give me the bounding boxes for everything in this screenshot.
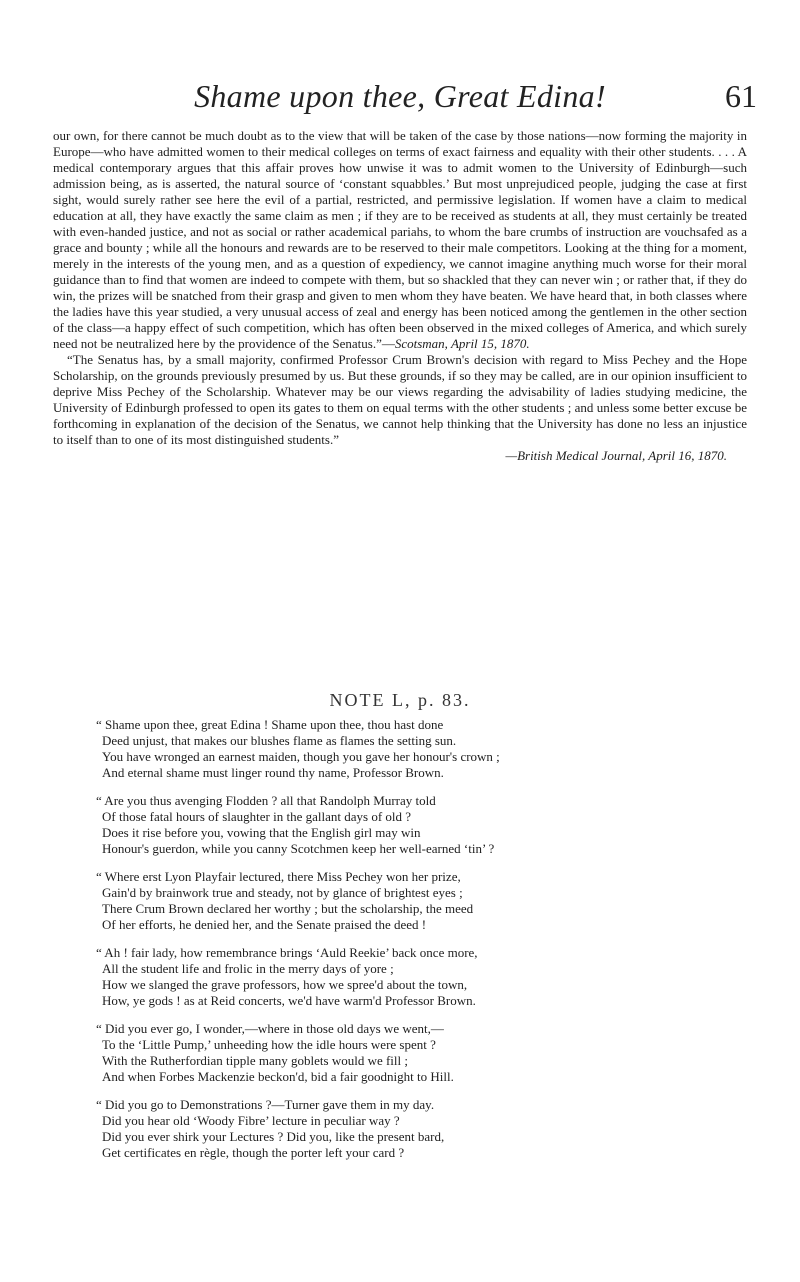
citation-bmj: —British Medical Journal, April 16, 1870. (505, 448, 727, 463)
poem-line: Of those fatal hours of slaughter in the gallant days of old ? (102, 809, 412, 824)
poem-line: “ Where erst Lyon Playfair lectured, there Miss Pechey won her prize, (96, 869, 461, 884)
poem-line: Honour's guerdon, while you canny Scotchmen keep her well-earned ‘tin’ ? (102, 841, 495, 856)
poem-line: There Crum Brown declared her worthy ; but the scholarship, the meed (102, 901, 474, 916)
poem-line: “ Did you go to Demonstrations ?—Turner gave them in my day. (96, 1097, 435, 1112)
page-number: 61 (725, 78, 757, 114)
poem-line: “ Did you ever go, I wonder,—where in those old days we went,— (96, 1021, 444, 1036)
poem-line: Get certificates en règle, though the porter left your card ? (102, 1145, 405, 1160)
prose-body (53, 128, 747, 464)
running-head-title: Shame upon thee, Great Edina! (194, 78, 606, 114)
poem-stanza (96, 869, 752, 933)
poem-line: You have wronged an earnest maiden, though you gave her honour's crown ; (102, 749, 500, 764)
citation-scotsman: Scotsman, April 15, 1870. (394, 336, 530, 351)
note-heading: NOTE L, p. 83. (329, 690, 471, 710)
quoted-paragraph-bmj: “The Senatus has, by a small majority, confirmed Professor Crum Brown's decision with regard to Miss Pechey and the Hope Scholarship, on the grounds previously presumed by us. But these grounds, if so they may be called, are in our opinion insufficient to deprive Miss Pechey of the Scholarship. Whatever may be our views regarding the advisability of ladies studying medicine, the University of Edinburgh professed to open its gates to them on equal terms with the other students ; and unless some better excuse be forthcoming in explanation of the decision of the Senatus, we cannot help thinking that the University has done no less an injustice to itself than to one of its most distinguished students.” (53, 352, 747, 447)
poem-line: Did you ever shirk your Lectures ? Did you, like the present bard, (102, 1129, 445, 1144)
poem (96, 717, 752, 1173)
poem-line: And when Forbes Mackenzie beckon'd, bid a fair goodnight to Hill. (102, 1069, 454, 1084)
poem-stanza (96, 1097, 752, 1161)
poem-stanza (96, 945, 752, 1009)
poem-line: And eternal shame must linger round thy name, Professor Brown. (102, 765, 444, 780)
poem-line: How, ye gods ! as at Reid concerts, we'd have warm'd Professor Brown. (102, 993, 476, 1008)
poem-line: Gain'd by brainwork true and steady, not by glance of brightest eyes ; (102, 885, 463, 900)
running-head (0, 78, 800, 118)
poem-line: How we slanged the grave professors, how we spree'd about the town, (102, 977, 468, 992)
poem-line: Did you hear old ‘Woody Fibre’ lecture in peculiar way ? (102, 1113, 400, 1128)
poem-stanza (96, 793, 752, 857)
poem-line: “ Are you thus avenging Flodden ? all that Randolph Murray told (96, 793, 436, 808)
poem-line: With the Rutherfordian tipple many goblets would we fill ; (102, 1053, 409, 1068)
paragraph-text: our own, for there cannot be much doubt as to the view that will be taken of the case by those nations—now forming the majority in Europe—who have admitted women to their medical colleges on terms of exact fairness and equality with their other students. . . . A medical contemporary argues that this affair proves how unwise it was to admit women to the University of Edinburgh—such admission being, as is asserted, the natural source of ‘constant squabbles.’ But most unprejudiced people, judging the case at first sight, would surely rather see here the evil of a partial, restricted, and permissive legislation. If women have a claim to medical education at all, they have exactly the same claim as men ; if they are to be received as students at all, they must certainly be treated with even-handed justice, and not as social or rather academical pariahs, to whom the bare crumbs of instruction are vouchsafed as a grace and bounty ; while all the honours and rewards are to be reserved to their male competitors. Looking at the thing for a moment, merely in the interests of the young men, and as a question of expediency, we cannot imagine anything much worse for their moral guidance than to find that women are indeed to compete with them, but so shackled that they can never win ; or rather that, if they do win, the prizes will be snatched from their grasp and given to men whom they have beaten. We have heard that, in both classes where the ladies have this year studied, a very unusual access of zeal and energy has been noticed among the gentlemen in the other section of the class—a happy effect of such competition, which has often been observed in the mixed colleges of America, and which surely need not be neutralized here by the providence of the Senatus.”— (53, 128, 747, 351)
poem-stanza (96, 717, 752, 781)
poem-line: Of her efforts, he denied her, and the Senate praised the deed ! (102, 917, 427, 932)
poem-line: Does it rise before you, vowing that the English girl may win (102, 825, 421, 840)
poem-stanza (96, 1021, 752, 1085)
poem-line: “ Ah ! fair lady, how remembrance brings ‘Auld Reekie’ back once more, (96, 945, 478, 960)
quoted-paragraph-scotsman (53, 128, 747, 352)
poem-line: To the ‘Little Pump,’ unheeding how the idle hours were spent ? (102, 1037, 436, 1052)
poem-line: “ Shame upon thee, great Edina ! Shame upon thee, thou hast done (96, 717, 444, 732)
poem-line: All the student life and frolic in the merry days of yore ; (102, 961, 394, 976)
poem-line: Deed unjust, that makes our blushes flame as flames the setting sun. (102, 733, 457, 748)
